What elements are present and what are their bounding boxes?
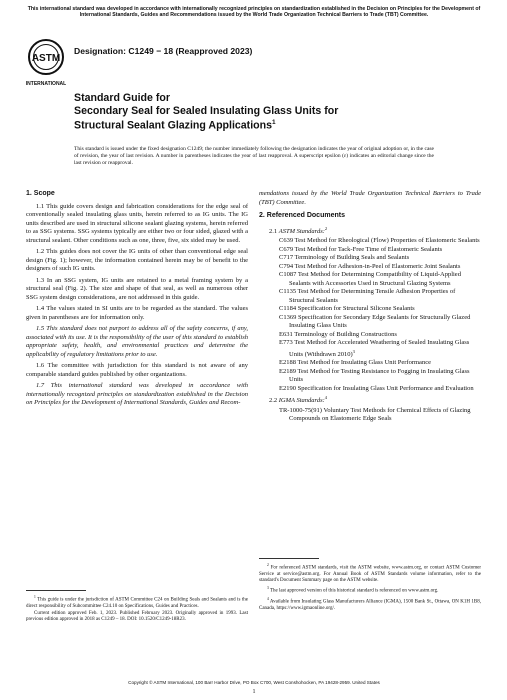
svg-text:INTERNATIONAL: INTERNATIONAL [26,81,66,87]
scope-para-1-4: 1.4 The values stated in SI units are to be regarded as the standard. The values given in parentheses are for information only. [26,305,248,321]
footnote-divider [26,590,86,591]
right-footnotes [259,554,481,613]
ref-c717: C717 Terminology of Building Seals and Sealants [279,254,410,262]
left-footnotes [26,586,248,624]
scope-para-1-1: 1.1 This guide covers design and fabrication considerations for the edge seal of conventionally sealed insulating glass units, herein referred to as IG units. The IG units described are used in structural silicone sealant glazing systems, herein referred to as SSG systems. SSG systems typically are either two or four sided, glazed with a structural sealant. Other conditions such as one, three, five, six sided may be used. [26,202,248,244]
ref-e2188: E2188 Test Method for Insulating Glass Unit Performance [279,359,431,367]
issue-note: This standard is issued under the fixed designation C1249; the number immediately following the designation indicates the year of original adoption or, in the case of revision, the year of last revision. A number in parentheses indicates the year of last reapproval. A superscript epsilon (ε) indicates an editorial change since the last revision or reapproval. [74,146,434,166]
ref-c679: C679 Test Method for Tack-Free Time of Elastomeric Sealants [279,245,443,253]
footnote-2: $^2$ For referenced ASTM standards, visit the ASTM website, www.astm.org, or contact ASTM Customer Service at service@astm.org. For Annual Book of ASTM Standards volume information, refer to the standard's Document Summary page on the ASTM website. [259,563,482,584]
astm-logo [26,38,66,90]
references-heading: 2. Referenced Documents [259,212,345,219]
ref-c1184: C1184 Specification for Structural Silicone Sealants [279,305,415,313]
footnote-edition: Current edition approved Feb. 1, 2023. Published February 2023. Originally approved in 1993. Last previous edition approved in 2018 as C1249 – 18. DOI: 10.1520/C1249-18R23. [26,611,248,623]
footnote-4: $^4$ Available from Insulating Glass Manufacturers Alliance (IGMA), 1500 Bank St., Ottawa, ON K1H 1B8, Canada, https://www.igmaonline.org/. [259,597,482,611]
ref-c639: C639 Test Method for Rheological (Flow) Properties of Elastomeric Sealants [279,237,480,245]
scope-para-1-3: 1.3 In an SSG system, IG units are retained to a metal framing system by a structural seal (Fig. 2). The size and shape of that seal, as well as numerous other SSG system design considerations, are not addressed in this guide. [26,276,248,301]
title-line-2: Secondary Seal for Sealed Insulating Glass Units for [74,104,339,117]
left-column [26,190,248,411]
scope-heading: 1. Scope [26,190,55,197]
scope-para-1-2: 1.2 This guides does not cover the IG units of other than conventional edge seal design (Fig. 1); however, the information contained herein may be of benefit to the designers of such IG units. [26,248,248,272]
designation: Designation: C1249 − 18 (Reapproved 2023) [74,46,253,56]
title-footnote-mark: 1 [271,119,276,127]
footnote-1: $^1$ This guide is under the jurisdiction of ASTM Committee C24 on Building Seals and Sealants and is the direct responsibility of Subcommittee C24.10 on Specifications, Guides and Practices. [26,595,248,609]
title-line-3: Structural Sealant Glazing Applications$^1$ [74,119,276,132]
scope-para-1-7-continued: mendations issued by the World Trade Organization Technical Barriers to Trade (TBT) Committee. [259,190,481,206]
ref-c1135: C1135 Test Method for Determining Tensile Adhesion Properties of Structural Sealants [279,288,456,304]
copyright-line: Copyright © ASTM International, 100 Barr Harbor Drive, PO Box C700, West Conshohocken, PA 19428-2959. United States [128,680,380,685]
footnote-divider [259,558,319,559]
right-column [259,190,481,424]
ref-c1087: C1087 Test Method for Determining Compatibility of Liquid-Applied Sealants with Accessories Used in Structural Glazing Systems [279,271,461,287]
igma-standards-subheading: 2.2 IGMA Standards:$^4$ [269,395,328,405]
page-number: 1 [252,689,256,695]
ref-c794: C794 Test Method for Adhesion-in-Peel of Elastomeric Joint Sealants [279,262,461,270]
astm-standards-subheading: 2.1 ASTM Standards:$^2$ [269,225,328,235]
ref-e2189: E2189 Test Method for Testing Resistance to Fogging in Insulating Glass Units [279,367,470,384]
ref-e2190: E2190 Specification for Insulating Glass Unit Performance and Evaluation [279,384,474,392]
ref-c1369: C1369 Specification for Secondary Edge Sealants for Structurally Glazed Insulating Glass Units [279,313,471,330]
title-line-1: Standard Guide for [74,92,170,104]
scope-para-1-7: 1.7 This international standard was developed in accordance with internationally recognized principles on standardization established in the Decision on Principles for the Development of International Standards, Guides and Recom- [26,382,248,406]
footnote-3: $^3$ The last approved version of this historical standard is referenced on www.astm.org. [267,586,439,594]
ref-e773: E773 Test Method for Accelerated Weathering of Sealed Insulating Glass Units (Withdrawn 2010)$^3$ [279,339,470,358]
ref-tr-1000: TR-1000-75(91) Voluntary Test Methods for Chemical Effects of Glazing Compounds on Elastomeric Edge Seals [279,406,471,423]
scope-para-1-6: 1.6 The committee with jurisdiction for this standard is not aware of any comparable standard guides published by other organizations. [26,362,248,378]
svg-text:ASTM: ASTM [31,53,61,64]
tbt-notice: This international standard was developed in accordance with internationally recognized principles on standardization established in the Decision on Principles for the Development of International Standards, Guides and Recommendations issued by the World Trade Organization Technical Barriers to Trade (TBT) Committee. [27,6,481,19]
scope-para-1-5: 1.5 This standard does not purport to address all of the safety concerns, if any, associated with its use. It is the responsibility of the user of this standard to establish appropriate safety, health, and environmental practices and determine the applicability of regulatory limitations prior to use. [26,325,248,358]
ref-e631: E631 Terminology of Building Constructions [279,330,397,338]
document-title [74,92,454,132]
